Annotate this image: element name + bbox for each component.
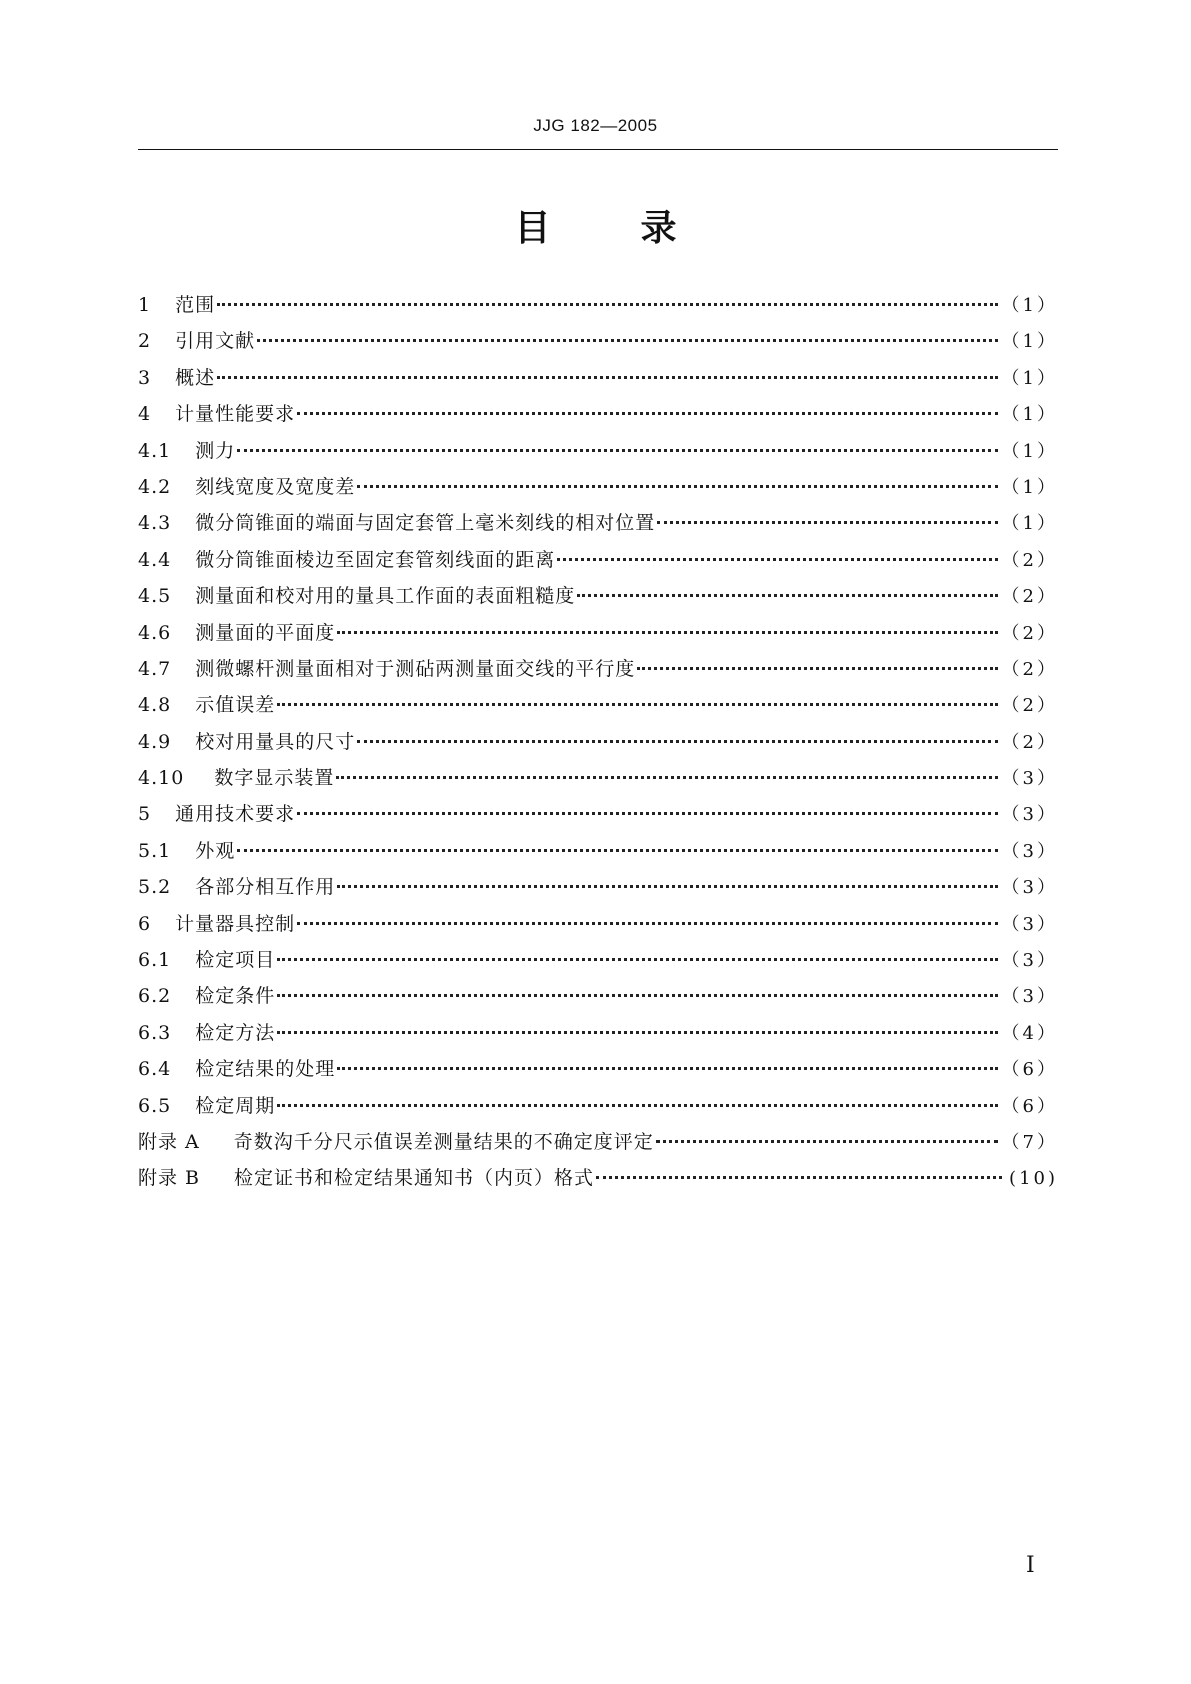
toc-title: 检定周期 bbox=[195, 1094, 276, 1117]
toc-leader bbox=[217, 365, 997, 384]
toc-title: 计量器具控制 bbox=[175, 912, 296, 935]
toc-item[interactable] bbox=[138, 872, 1058, 908]
toc-leader bbox=[297, 911, 997, 930]
toc-item[interactable] bbox=[138, 799, 1058, 835]
toc-title: 示值误差 bbox=[195, 694, 276, 717]
title-char-1: 目 bbox=[514, 208, 551, 249]
table-of-contents bbox=[138, 290, 1058, 1200]
toc-title: 奇数沟千分尺示值误差测量结果的不确定度评定 bbox=[233, 1130, 654, 1153]
toc-number: 4.9 bbox=[138, 730, 172, 753]
toc-page: （2） bbox=[1001, 658, 1058, 680]
toc-page: （3） bbox=[1001, 986, 1058, 1008]
toc-title: 数字显示装置 bbox=[214, 767, 335, 790]
toc-leader bbox=[596, 1165, 1002, 1184]
toc-item[interactable] bbox=[138, 1127, 1058, 1163]
toc-number: 4.3 bbox=[138, 512, 172, 535]
toc-title: 测量面和校对用的量具工作面的表面粗糙度 bbox=[195, 585, 576, 608]
toc-item[interactable] bbox=[138, 399, 1058, 435]
toc-leader bbox=[357, 729, 997, 748]
toc-title: 微分筒锥面的端面与固定套管上毫米刻线的相对位置 bbox=[195, 512, 656, 535]
toc-page: （1） bbox=[1001, 476, 1058, 498]
toc-number: 4.8 bbox=[138, 694, 172, 717]
toc-number: 1 bbox=[138, 294, 152, 316]
toc-title: 引用文献 bbox=[175, 330, 256, 353]
toc-leader bbox=[237, 438, 997, 457]
toc-leader bbox=[577, 583, 997, 602]
toc-title: 检定项目 bbox=[195, 949, 276, 972]
toc-number: 2 bbox=[138, 330, 152, 353]
toc-page: （1） bbox=[1001, 367, 1058, 389]
toc-leader bbox=[337, 874, 997, 893]
toc-title: 外观 bbox=[195, 839, 236, 862]
toc-item[interactable] bbox=[138, 690, 1058, 726]
toc-number: 4.1 bbox=[138, 439, 172, 462]
toc-page: （2） bbox=[1001, 622, 1058, 644]
toc-page: （1） bbox=[1001, 440, 1058, 462]
toc-leader bbox=[656, 1129, 998, 1148]
toc-number: 5.1 bbox=[138, 839, 172, 862]
toc-leader bbox=[297, 401, 997, 420]
toc-leader bbox=[357, 474, 997, 493]
toc-title: 范围 bbox=[175, 294, 216, 316]
toc-leader bbox=[297, 801, 997, 820]
toc-item[interactable] bbox=[138, 436, 1058, 472]
toc-title: 通用技术要求 bbox=[175, 803, 296, 826]
toc-number: 6.3 bbox=[138, 1021, 172, 1044]
toc-page: （3） bbox=[1001, 913, 1058, 935]
toc-page: （6） bbox=[1001, 1095, 1058, 1117]
toc-title: 校对用量具的尺寸 bbox=[195, 730, 356, 753]
toc-number: 6.2 bbox=[138, 985, 172, 1008]
document-code-header: JJG 182—2005 bbox=[533, 116, 658, 135]
toc-page: （1） bbox=[1001, 331, 1058, 353]
toc-number: 6.4 bbox=[138, 1058, 172, 1081]
toc-leader bbox=[336, 765, 997, 784]
toc-page: （1） bbox=[1001, 513, 1058, 535]
toc-leader bbox=[257, 328, 997, 347]
toc-item[interactable] bbox=[138, 545, 1058, 581]
toc-number: 附录 A bbox=[138, 1130, 200, 1153]
toc-item[interactable] bbox=[138, 981, 1058, 1017]
toc-title: 各部分相互作用 bbox=[195, 876, 336, 899]
toc-title: 检定方法 bbox=[195, 1021, 276, 1044]
toc-page: （1） bbox=[1001, 404, 1058, 426]
toc-title: 检定结果的处理 bbox=[195, 1058, 336, 1081]
toc-item[interactable] bbox=[138, 727, 1058, 763]
toc-leader bbox=[217, 292, 997, 311]
toc-number: 6.5 bbox=[138, 1094, 172, 1117]
toc-item[interactable] bbox=[138, 1018, 1058, 1054]
header-divider bbox=[138, 149, 1058, 150]
toc-number: 4.6 bbox=[138, 621, 172, 644]
toc-number: 4.7 bbox=[138, 657, 172, 680]
toc-number: 4.5 bbox=[138, 585, 172, 608]
toc-page: (10) bbox=[1009, 1168, 1058, 1190]
toc-title: 检定证书和检定结果通知书（内页）格式 bbox=[234, 1167, 595, 1190]
toc-item[interactable] bbox=[138, 909, 1058, 945]
toc-page: （3） bbox=[1001, 950, 1058, 972]
toc-page: （2） bbox=[1001, 731, 1058, 753]
toc-page: （1） bbox=[1001, 295, 1058, 316]
toc-leader bbox=[237, 838, 997, 857]
toc-page: （2） bbox=[1001, 586, 1058, 608]
toc-page: （3） bbox=[1001, 877, 1058, 899]
toc-leader bbox=[277, 983, 997, 1002]
toc-leader bbox=[657, 510, 997, 529]
toc-number: 6.1 bbox=[138, 949, 172, 972]
title-char-2: 录 bbox=[640, 208, 677, 249]
toc-title: 测力 bbox=[195, 439, 236, 462]
toc-title: 检定条件 bbox=[195, 985, 276, 1008]
toc-number: 附录 B bbox=[138, 1167, 201, 1190]
toc-title: 微分筒锥面棱边至固定套管刻线面的距离 bbox=[195, 548, 556, 571]
toc-item[interactable] bbox=[138, 1163, 1058, 1199]
toc-number: 5.2 bbox=[138, 876, 172, 899]
toc-title: 测量面的平面度 bbox=[195, 621, 336, 644]
toc-leader bbox=[337, 620, 997, 639]
toc-item[interactable] bbox=[138, 1091, 1058, 1127]
toc-title: 计量性能要求 bbox=[175, 403, 296, 426]
toc-item[interactable] bbox=[138, 472, 1058, 508]
toc-item[interactable] bbox=[138, 326, 1058, 362]
toc-item[interactable] bbox=[138, 290, 1058, 326]
toc-page: （3） bbox=[1001, 840, 1058, 862]
toc-page: （4） bbox=[1001, 1022, 1058, 1044]
toc-leader bbox=[277, 692, 997, 711]
toc-page: （7） bbox=[1001, 1131, 1058, 1153]
toc-item[interactable] bbox=[138, 1054, 1058, 1090]
toc-title: 概述 bbox=[175, 366, 216, 389]
toc-title: 刻线宽度及宽度差 bbox=[195, 475, 356, 498]
toc-number: 4.4 bbox=[138, 548, 172, 571]
toc-item[interactable] bbox=[138, 654, 1058, 690]
toc-number: 6 bbox=[138, 912, 152, 935]
toc-item[interactable] bbox=[138, 618, 1058, 654]
toc-item[interactable] bbox=[138, 581, 1058, 617]
toc-item[interactable] bbox=[138, 763, 1058, 799]
toc-item[interactable] bbox=[138, 363, 1058, 399]
page-number: I bbox=[1026, 1553, 1035, 1578]
toc-leader bbox=[277, 1093, 997, 1112]
toc-page: （3） bbox=[1001, 768, 1058, 790]
toc-leader bbox=[337, 1056, 997, 1075]
toc-number: 4.10 bbox=[138, 767, 185, 790]
toc-leader bbox=[637, 656, 997, 675]
toc-title: 测微螺杆测量面相对于测砧两测量面交线的平行度 bbox=[195, 657, 636, 680]
toc-item[interactable] bbox=[138, 945, 1058, 981]
toc-page: （6） bbox=[1001, 1059, 1058, 1081]
toc-number: 4.2 bbox=[138, 475, 172, 498]
toc-leader bbox=[277, 947, 997, 966]
toc-leader bbox=[277, 1020, 997, 1039]
toc-page: （2） bbox=[1001, 695, 1058, 717]
toc-leader bbox=[557, 547, 997, 566]
toc-page: （3） bbox=[1001, 804, 1058, 826]
toc-item[interactable] bbox=[138, 508, 1058, 544]
toc-number: 4 bbox=[138, 403, 152, 426]
toc-page: （2） bbox=[1001, 549, 1058, 571]
page-title bbox=[0, 200, 1191, 251]
toc-number: 3 bbox=[138, 366, 152, 389]
toc-item[interactable] bbox=[138, 836, 1058, 872]
toc-number: 5 bbox=[138, 803, 152, 826]
